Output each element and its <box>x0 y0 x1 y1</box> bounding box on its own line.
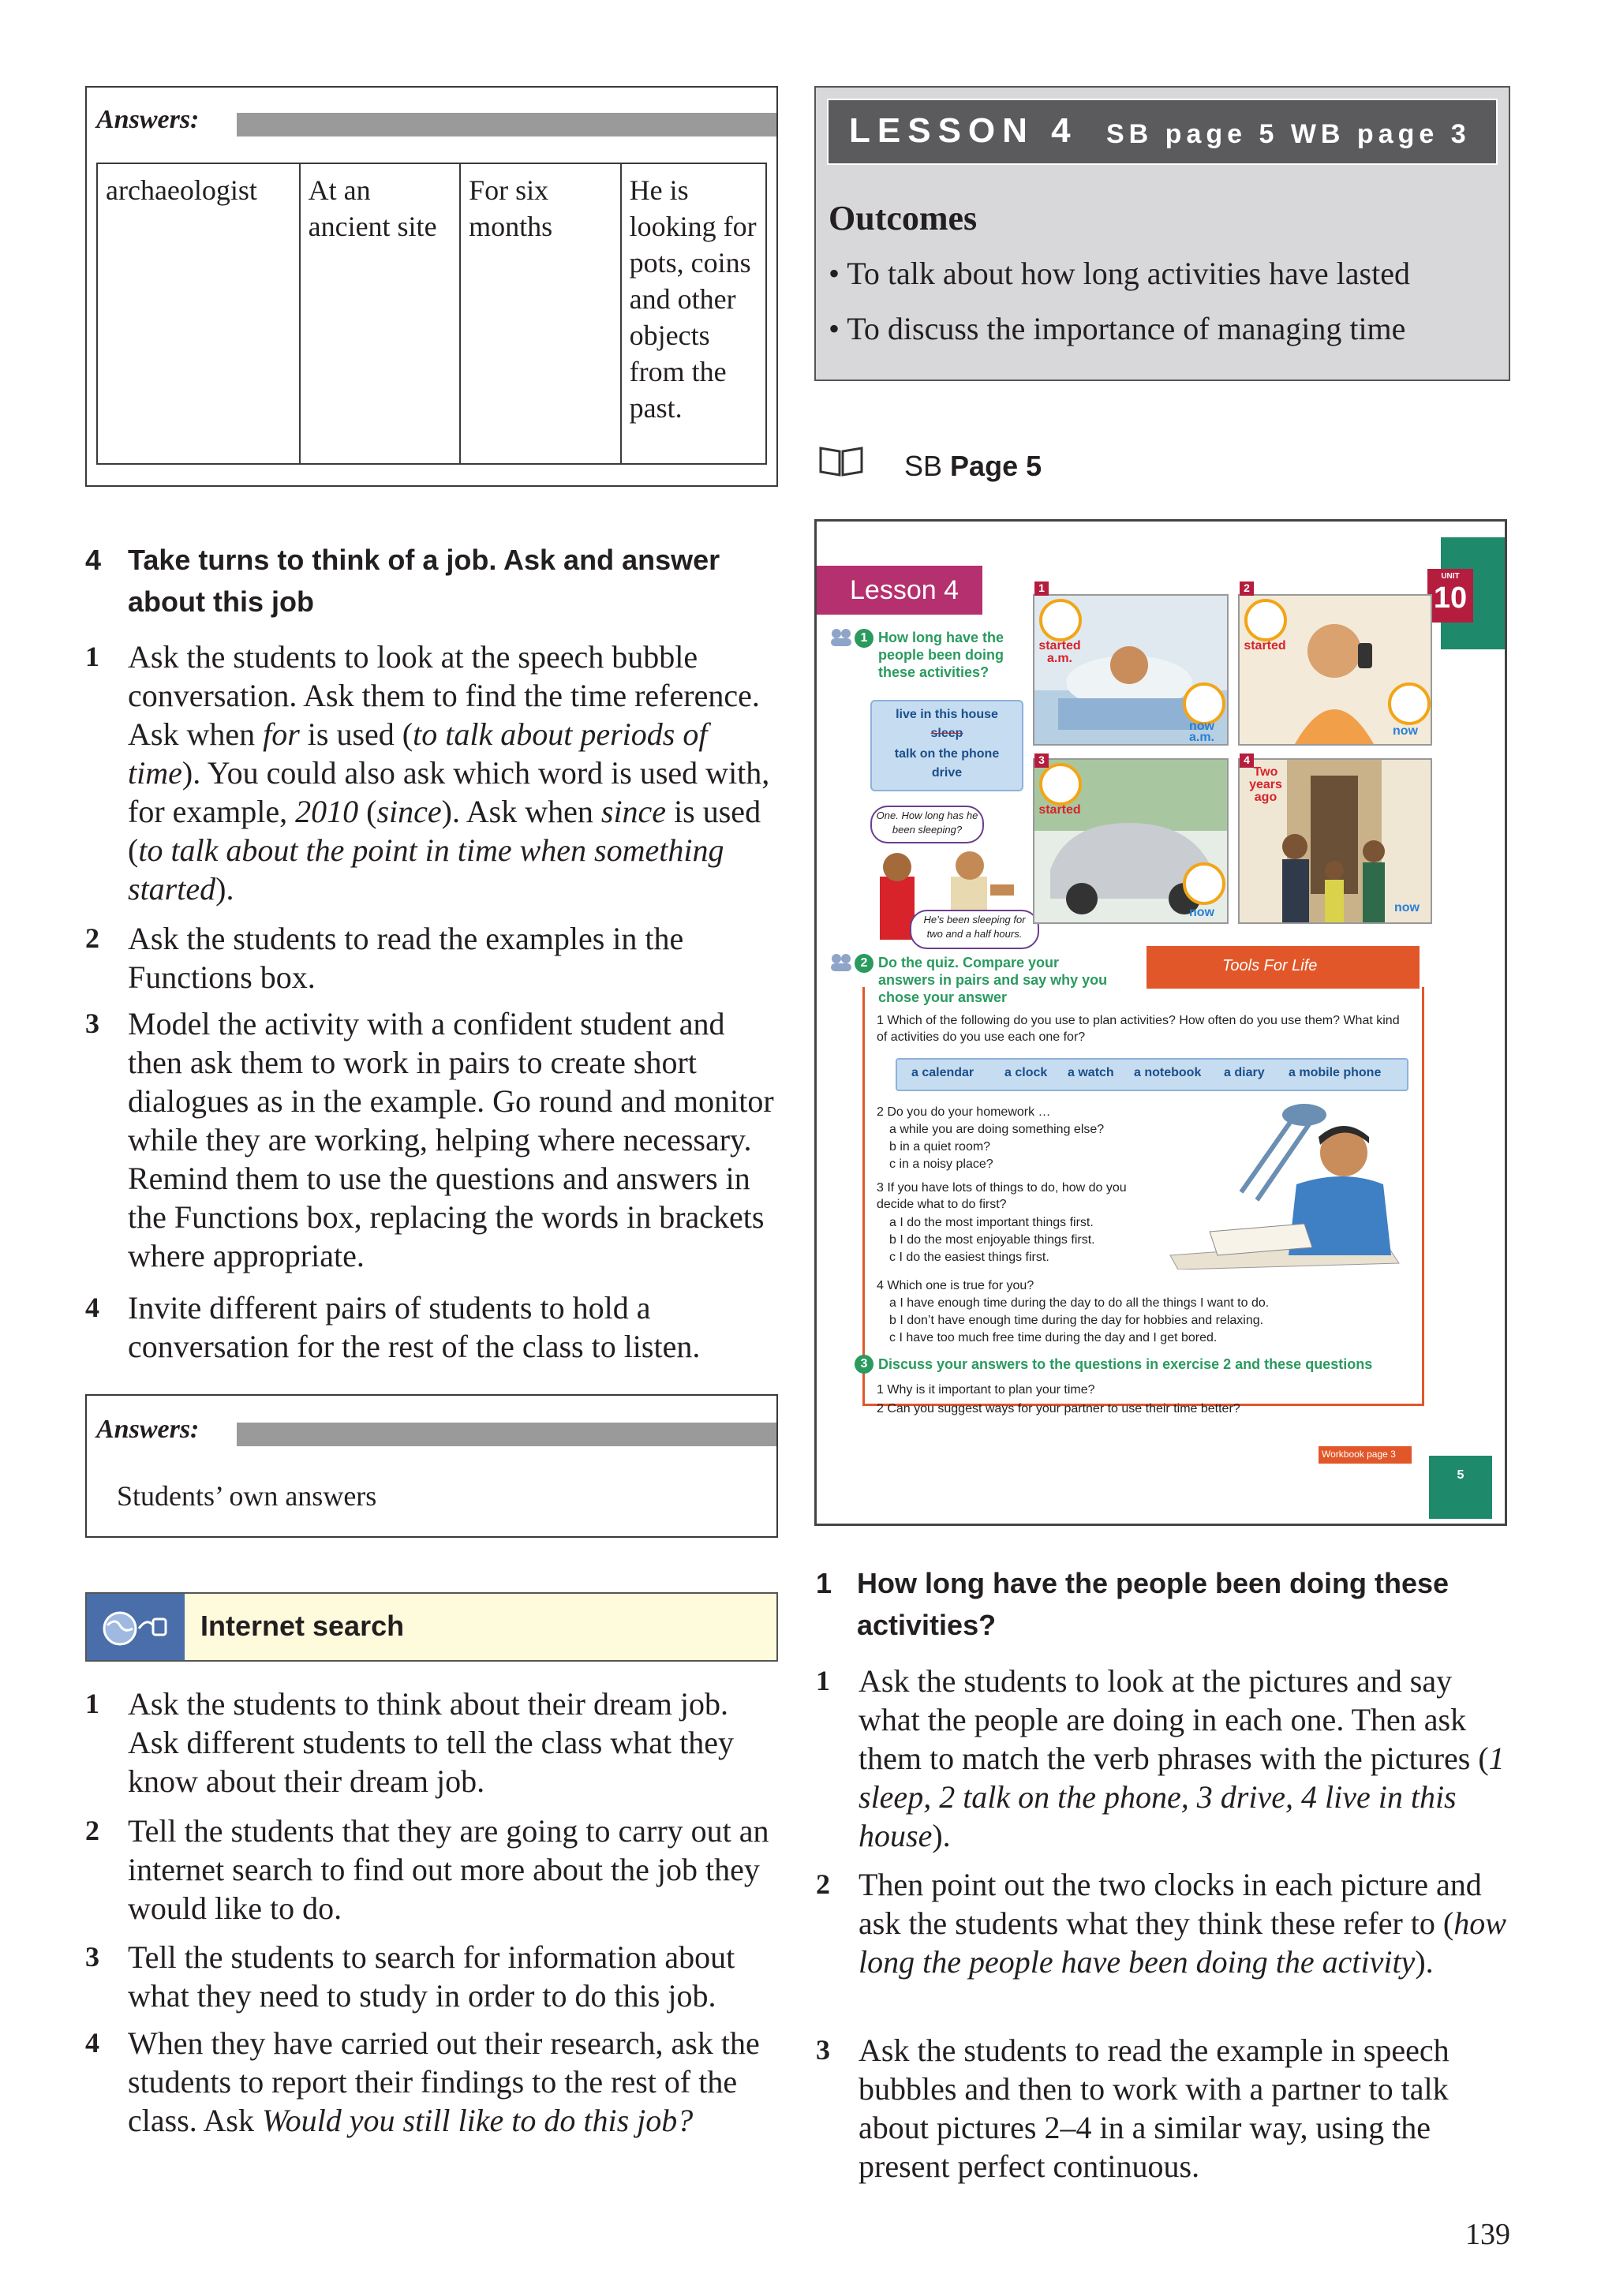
outcome-item: • To talk about how long activities have lasted <box>829 256 1410 291</box>
clock-icon <box>1039 763 1082 806</box>
tool-option: a calendar <box>911 1066 974 1079</box>
exercise-2-title: Do the quiz. Compare your answers in pairs and say why you chose your answer <box>878 955 1108 1005</box>
outcome-item: • To discuss the importance of managing time <box>829 311 1406 346</box>
quiz-option: a I do the most important things first. <box>889 1216 1094 1229</box>
unit-badge <box>1427 569 1473 623</box>
text-run: ). <box>1415 1944 1434 1980</box>
tool-option: a mobile phone <box>1289 1066 1382 1079</box>
item-number: 2 <box>85 922 99 954</box>
item-text <box>858 1865 1510 1981</box>
quiz-option: a I have enough time during the day to do all the things I want to do. <box>889 1296 1270 1310</box>
clock-start-sub: a.m. <box>1046 652 1072 665</box>
internet-search-title: Internet search <box>200 1610 405 1642</box>
picture-number: 3 <box>1034 753 1049 768</box>
picture-4 <box>1238 758 1432 924</box>
item-number: 3 <box>85 1008 99 1039</box>
book-icon <box>817 443 865 478</box>
text-run: ( <box>358 794 377 829</box>
text-run: ). You could also ask which word is used with, for example, <box>128 755 770 829</box>
exercise-3-question: 1 Why is it important to plan your time? <box>877 1383 1095 1397</box>
page-number-strip <box>1429 1456 1492 1519</box>
clock-icon <box>1183 862 1225 905</box>
item-number: 1 <box>85 1688 99 1719</box>
text-run: Then point out the two clocks in each picture and ask the students what they think these refer to ( <box>858 1867 1482 1941</box>
clock-start-label: started <box>1038 803 1081 817</box>
item-number: 1 <box>85 641 99 672</box>
quiz-question-3: 3 If you have lots of things to do, how do you decide what to do first? <box>877 1181 1127 1211</box>
outcomes-title: Outcomes <box>829 199 978 237</box>
lesson-label: Lesson 4 <box>850 575 959 605</box>
exercise-3-question: 2 Can you suggest ways for your partner to use their time better? <box>877 1402 1240 1415</box>
text-run: how long the people have been doing the activity <box>858 1905 1506 1980</box>
clock-icon <box>1244 599 1287 641</box>
quiz-option: c I do the easiest things first. <box>889 1251 1049 1264</box>
quiz-option: a while you are doing something else? <box>889 1123 1105 1136</box>
answers-bar <box>237 113 776 136</box>
answers-label: Answers: <box>96 1415 200 1444</box>
picture-2 <box>1238 594 1432 746</box>
clock-start-label: started <box>1038 639 1081 653</box>
item-text: Ask the students to think about their dream job. Ask different students to tell the class what they know about their dream job. <box>128 1686 734 1799</box>
tools-options-bar <box>896 1058 1408 1091</box>
boy-studying-illustration <box>1147 1098 1415 1270</box>
quiz-option: c I have too much free time during the day and I get bored. <box>889 1331 1218 1344</box>
item-text: Model the activity with a confident student and then ask them to work in pairs to create short dialogues as in the example. Go round and monitor while they are working, helping where necessary. Remind them to use the questions and answers in the Functions box, replacing the words in brackets where appropriate. <box>128 1006 774 1273</box>
workbook-reference-text: Workbook page 3 <box>1322 1449 1396 1460</box>
tool-option: a watch <box>1068 1066 1114 1079</box>
table-cell: archaeologist <box>97 163 300 464</box>
picture-number: 4 <box>1240 753 1254 768</box>
item-text <box>128 2024 780 2140</box>
text-run: ). Ask when <box>441 794 601 829</box>
item-number: 1 <box>816 1665 830 1696</box>
tools-for-life-title: Tools For Life <box>1222 957 1318 974</box>
clock-icon <box>1388 682 1431 725</box>
verb-item: drive <box>931 766 963 780</box>
exercise-3-number-icon: 3 <box>855 1355 873 1374</box>
item-text <box>858 1662 1510 1855</box>
quiz-option: b I don’t have enough time during the day for hobbies and relaxing. <box>889 1314 1264 1327</box>
sb-page-number: 5 <box>1457 1468 1464 1482</box>
text-run: Ask the students to look at the speech bubble conversation. Ask them to find the time reference. Ask when <box>128 639 760 752</box>
picture-number: 1 <box>1034 581 1049 596</box>
task-title: How long have the people been doing these activities? <box>857 1567 1450 1641</box>
lesson-box <box>814 86 1510 381</box>
unit-number: 10 <box>1433 581 1468 615</box>
item-number: 2 <box>85 1815 99 1846</box>
quiz-option: b I do the most enjoyable things first. <box>889 1233 1095 1247</box>
quiz-question-4: 4 Which one is true for you? <box>877 1279 1034 1292</box>
task-number: 1 <box>816 1567 832 1599</box>
item-number: 3 <box>816 2034 830 2066</box>
text-run: 2010 <box>295 794 359 829</box>
lesson-pages: SB page 5 WB page 3 <box>1106 119 1471 149</box>
verb-item: talk on the phone <box>894 747 1000 761</box>
quiz-question-2: 2 Do you do your homework … <box>877 1105 1051 1119</box>
exercise-3-title: Discuss your answers to the questions in exercise 2 and these questions <box>878 1356 1373 1372</box>
internet-search-box <box>85 1592 778 1662</box>
item-number: 4 <box>85 1292 99 1323</box>
table-cell: For six months <box>460 163 621 464</box>
text-run: to talk about periods of time <box>128 716 708 791</box>
item-number: 3 <box>85 1941 99 1973</box>
answers-table <box>96 163 767 465</box>
table-cell: He is looking for pots, coins and other objects from the past. <box>621 163 766 464</box>
picture-1 <box>1033 594 1229 746</box>
tool-option: a notebook <box>1134 1066 1202 1079</box>
answers-box-2 <box>85 1394 778 1538</box>
text-run: is used ( <box>128 794 761 868</box>
speech-bubble <box>870 806 984 843</box>
item-text <box>128 638 780 908</box>
clock-start-label: started <box>1244 639 1286 653</box>
student-book-page <box>814 519 1507 1526</box>
quiz-question-1: 1 Which of the following do you use to plan activities? How often do you use them? What kind of activities do you use each one for? <box>877 1014 1400 1044</box>
clock-end-label: now <box>1189 906 1214 919</box>
quiz-option: c in a noisy place? <box>889 1157 993 1171</box>
tool-option: a clock <box>1004 1066 1048 1079</box>
item-text: Invite different pairs of students to hold a conversation for the rest of the class to listen. <box>128 1290 701 1364</box>
picture-number: 2 <box>1240 581 1254 596</box>
exercise-1-number-icon: 1 <box>855 629 873 648</box>
item-number: 2 <box>816 1868 830 1900</box>
clock-end-label: now <box>1393 724 1418 738</box>
tool-option: a diary <box>1224 1066 1265 1079</box>
sb-ref-prefix: SB <box>904 450 943 482</box>
bubble-text: He’s been sleeping for two and a half hours. <box>923 914 1026 940</box>
item-text: Tell the students to search for information about what they need to study in order to do this job. <box>128 1939 735 2014</box>
picture-3 <box>1033 758 1229 924</box>
table-cell: At an ancient site <box>300 163 460 464</box>
text-run: ). <box>932 1818 951 1853</box>
text-run: since <box>376 794 442 829</box>
clock-icon <box>1039 599 1082 641</box>
text-run: is used ( <box>299 716 413 752</box>
bubble-text: One. How long has he been sleeping? <box>876 810 978 836</box>
clock-end-label: now <box>1394 901 1420 914</box>
verb-item: live in this house <box>896 708 998 721</box>
speech-bubble <box>910 910 1039 949</box>
outcome-text: To talk about how long activities have lasted <box>847 256 1410 291</box>
item-number: 4 <box>85 2027 99 2059</box>
clock-start-label: Two years ago <box>1249 765 1282 804</box>
globe-icon <box>87 1594 185 1660</box>
verb-box <box>870 700 1023 791</box>
clock-icon <box>1183 682 1225 725</box>
clock-end-sub: a.m. <box>1188 731 1214 744</box>
pair-icon <box>829 627 853 648</box>
tools-for-life-banner <box>1147 946 1420 989</box>
page-number: 139 <box>1465 2218 1510 2251</box>
text-run: Ask the students to look at the pictures and say what the people are doing in each one. Then ask them to match the verb phrases with the pictures ( <box>858 1663 1489 1776</box>
unit-label: UNIT <box>1441 572 1460 581</box>
text-run: 1 sleep, 2 talk on the phone, 3 drive, 4 live in this house <box>858 1741 1505 1853</box>
lesson-label-box <box>817 566 982 615</box>
outcome-text: To discuss the importance of managing time <box>847 311 1406 346</box>
lesson-title-bar <box>827 99 1498 165</box>
answers-bar <box>237 1423 776 1446</box>
text-run: ). <box>215 871 234 907</box>
answers-label: Answers: <box>96 105 200 134</box>
task-number: 4 <box>85 544 102 576</box>
answers-box-1 <box>85 86 778 487</box>
sb-page-reference <box>904 450 1042 483</box>
answers-text: Students’ own answers <box>117 1480 377 1512</box>
exercise-2-number-icon: 2 <box>855 954 873 973</box>
table-row <box>97 163 766 464</box>
text-run: to talk about the point in time when something started <box>128 832 724 907</box>
task-title: Take turns to think of a job. Ask and answer about this job <box>128 544 720 618</box>
sb-ref-page: Page 5 <box>950 450 1042 482</box>
quiz-option: b in a quiet room? <box>889 1140 991 1154</box>
text-run: for <box>263 716 300 752</box>
exercise-1-question: How long have the people been doing these activities? <box>878 630 1004 680</box>
item-text: Tell the students that they are going to carry out an internet search to find out more about the job they would like to do. <box>128 1813 769 1926</box>
pair-icon <box>829 952 853 973</box>
text-run: When they have carried out their research, ask the students to report their findings to the rest of the class. Ask <box>128 2025 760 2138</box>
item-text: Ask the students to read the examples in the Functions box. <box>128 921 684 995</box>
item-text: Ask the students to read the example in speech bubbles and then to work with a partner to talk about pictures 2–4 in a similar way, using the present perfect continuous. <box>858 2032 1450 2184</box>
workbook-reference <box>1319 1446 1412 1464</box>
text-run: Would you still like to do this job? <box>262 2103 694 2138</box>
verb-item: sleep <box>930 727 963 740</box>
text-run: since <box>600 794 667 829</box>
lesson-title: LESSON 4 <box>849 111 1078 150</box>
clock-end-label: now <box>1189 720 1214 733</box>
